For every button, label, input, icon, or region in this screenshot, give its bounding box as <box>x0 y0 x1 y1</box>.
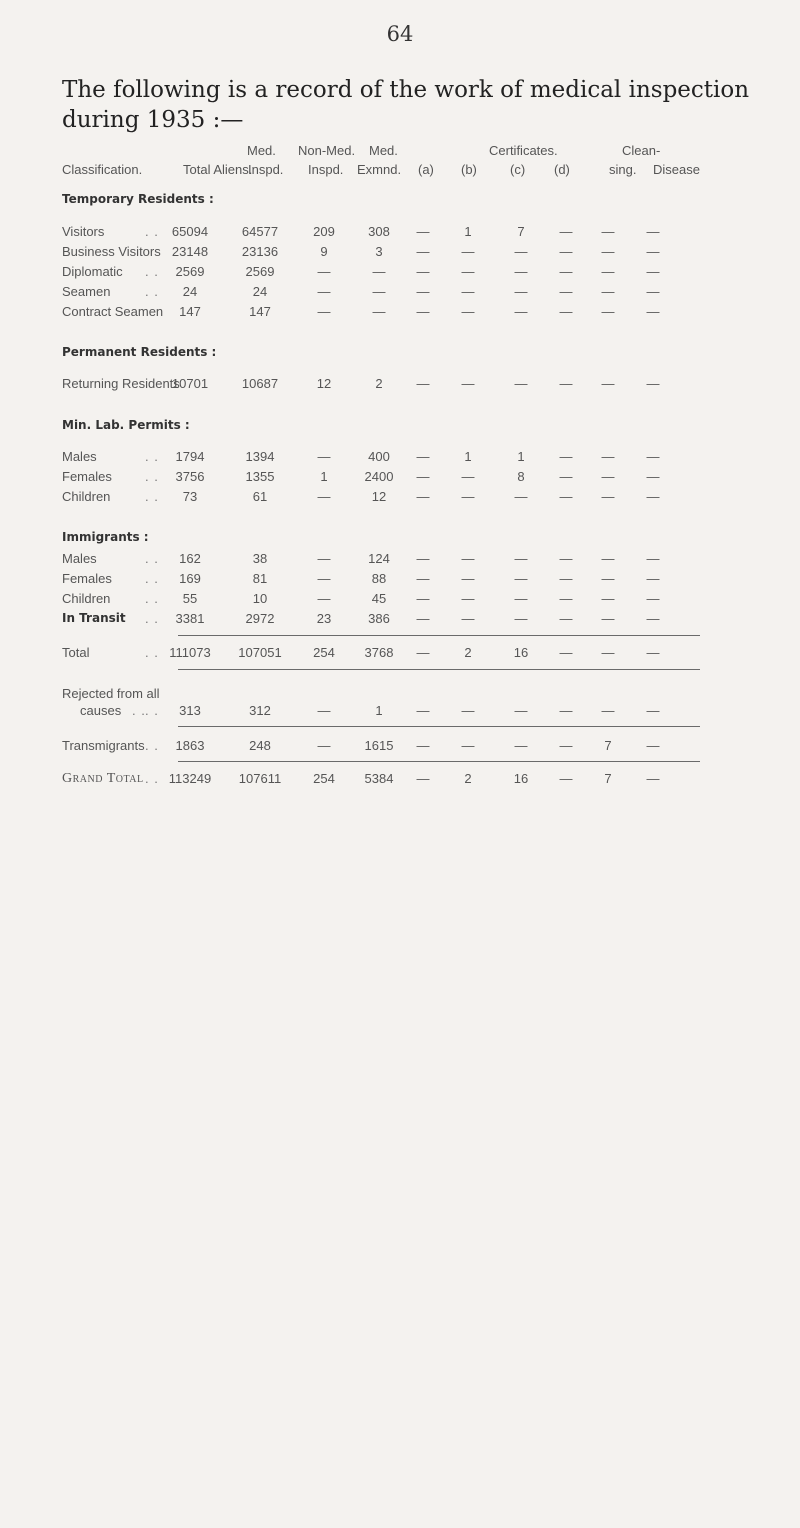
row-label: Returning Residents <box>62 376 180 391</box>
cell-b: — <box>461 571 475 586</box>
cell-a: — <box>416 551 430 566</box>
table-row-returning-residents <box>0 376 800 396</box>
cell-exmnd: 400 <box>368 449 390 464</box>
cell-nonmed-inspd: 9 <box>320 244 328 259</box>
cell-med-inspd: 248 <box>249 738 271 753</box>
header-exmnd: Exmnd. <box>357 162 402 177</box>
cell-b: 2 <box>464 771 472 786</box>
cell-cleansing: 7 <box>604 771 612 786</box>
cell-d: — <box>559 264 573 279</box>
table-row-immigrants-males <box>0 551 800 571</box>
divider <box>178 761 700 762</box>
cell-b: — <box>461 738 475 753</box>
divider <box>178 669 700 670</box>
header-sing: sing. <box>609 162 637 177</box>
divider <box>178 635 700 636</box>
table-row-grand-total <box>0 771 800 791</box>
cell-total: 55 <box>182 591 198 606</box>
cell-total: 147 <box>179 304 201 319</box>
leader-dots: . . <box>145 645 159 660</box>
cell-cleansing: — <box>601 284 615 299</box>
cell-exmnd: 12 <box>371 489 387 504</box>
leader-dots: . . <box>132 703 146 718</box>
cell-disease: — <box>646 284 660 299</box>
cell-c: — <box>514 284 528 299</box>
cell-cleansing: — <box>601 551 615 566</box>
cell-disease: — <box>646 551 660 566</box>
cell-exmnd: 5384 <box>364 771 394 786</box>
cell-med-inspd: 10687 <box>241 376 279 391</box>
cell-d: — <box>559 376 573 391</box>
cell-nonmed-inspd: — <box>317 284 331 299</box>
cell-med-inspd: 147 <box>249 304 271 319</box>
cell-cleansing: — <box>601 244 615 259</box>
cell-d: — <box>559 489 573 504</box>
cell-b: — <box>461 244 475 259</box>
cell-a: — <box>416 645 430 660</box>
cell-a: — <box>416 376 430 391</box>
table-row-in-transit <box>0 611 800 631</box>
cell-cleansing: — <box>601 489 615 504</box>
cell-nonmed-inspd: 12 <box>316 376 332 391</box>
cell-total: 1863 <box>175 738 205 753</box>
cell-med-inspd: 23136 <box>241 244 279 259</box>
cell-total: 169 <box>179 571 201 586</box>
cell-d: — <box>559 469 573 484</box>
cell-c: 1 <box>517 449 525 464</box>
row-label: Children <box>62 489 111 504</box>
header-nonmed-inspd: Inspd. <box>308 162 344 177</box>
cell-med-inspd: 107051 <box>238 645 282 660</box>
cell-total: 2569 <box>175 264 205 279</box>
header-certificates: Certificates. <box>489 143 558 158</box>
cell-c: — <box>514 264 528 279</box>
cell-d: — <box>559 244 573 259</box>
header-d: (d) <box>554 162 570 177</box>
cell-disease: — <box>646 469 660 484</box>
leader-dots: . . <box>145 738 159 753</box>
cell-cleansing: 7 <box>604 738 612 753</box>
cell-med-inspd: 1355 <box>245 469 275 484</box>
row-label: Females <box>62 571 112 586</box>
cell-exmnd: 124 <box>368 551 390 566</box>
cell-c: — <box>514 703 528 718</box>
cell-c: 16 <box>513 645 529 660</box>
cell-b: 1 <box>464 224 472 239</box>
cell-total: 73 <box>182 489 198 504</box>
cell-b: — <box>461 551 475 566</box>
cell-nonmed-inspd: 23 <box>316 611 332 626</box>
intro-text: The following is a record of the work of medical inspection during 1935 :— <box>62 77 750 133</box>
cell-nonmed-inspd: — <box>317 551 331 566</box>
cell-exmnd: 3768 <box>364 645 394 660</box>
cell-b: — <box>461 284 475 299</box>
cell-d: — <box>559 571 573 586</box>
leader-dots: . . <box>145 551 159 566</box>
cell-nonmed-inspd: — <box>317 703 331 718</box>
cell-b: 2 <box>464 645 472 660</box>
leader-dots: . . <box>145 611 159 626</box>
cell-disease: — <box>646 611 660 626</box>
cell-b: — <box>461 489 475 504</box>
cell-total: 65094 <box>171 224 209 239</box>
cell-d: — <box>559 738 573 753</box>
cell-nonmed-inspd: — <box>317 449 331 464</box>
cell-d: — <box>559 645 573 660</box>
cell-a: — <box>416 771 430 786</box>
cell-c: — <box>514 738 528 753</box>
row-label: Grand Total <box>62 771 144 786</box>
header-classification: Classification. <box>62 162 143 177</box>
header-a: (a) <box>418 162 434 177</box>
table-row-rejected <box>0 703 800 723</box>
table-row-contract-seamen <box>0 304 800 324</box>
cell-nonmed-inspd: 254 <box>313 645 335 660</box>
cell-cleansing: — <box>601 611 615 626</box>
row-label: In Transit <box>62 611 126 625</box>
row-label: Diplomatic <box>62 264 123 279</box>
cell-exmnd: 1 <box>375 703 383 718</box>
cell-med-inspd: 38 <box>252 551 268 566</box>
cell-d: — <box>559 284 573 299</box>
cell-exmnd: 2400 <box>364 469 394 484</box>
cell-med-inspd: 81 <box>252 571 268 586</box>
cell-cleansing: — <box>601 645 615 660</box>
cell-disease: — <box>646 304 660 319</box>
cell-b: — <box>461 376 475 391</box>
cell-cleansing: — <box>601 571 615 586</box>
cell-total: 3756 <box>175 469 205 484</box>
cell-d: — <box>559 703 573 718</box>
header-clean-top: Clean- <box>622 143 661 158</box>
leader-dots: . . <box>145 469 159 484</box>
row-label: Females <box>62 469 112 484</box>
cell-disease: — <box>646 591 660 606</box>
cell-total: 1794 <box>175 449 205 464</box>
cell-a: — <box>416 449 430 464</box>
header-med-inspd: Inspd. <box>248 162 284 177</box>
cell-b: — <box>461 703 475 718</box>
cell-cleansing: — <box>601 449 615 464</box>
row-label: Rejected from all <box>62 686 160 701</box>
cell-nonmed-inspd: — <box>317 264 331 279</box>
leader-dots: . . <box>145 224 159 239</box>
cell-c: — <box>514 611 528 626</box>
cell-med-inspd: 312 <box>249 703 271 718</box>
cell-exmnd: 308 <box>368 224 390 239</box>
header-med2-top: Med. <box>369 143 398 158</box>
cell-a: — <box>416 611 430 626</box>
cell-c: — <box>514 571 528 586</box>
cell-exmnd: 386 <box>368 611 390 626</box>
cell-med-inspd: 2972 <box>245 611 275 626</box>
cell-total: 111073 <box>169 645 211 660</box>
header-total-aliens: Total Aliens. <box>183 162 253 177</box>
cell-total: 10701 <box>171 376 209 391</box>
cell-a: — <box>416 469 430 484</box>
cell-med-inspd: 61 <box>252 489 268 504</box>
cell-nonmed-inspd: — <box>317 571 331 586</box>
cell-cleansing: — <box>601 304 615 319</box>
cell-c: 16 <box>513 771 529 786</box>
cell-nonmed-inspd: 209 <box>313 224 335 239</box>
cell-nonmed-inspd: — <box>317 591 331 606</box>
cell-d: — <box>559 224 573 239</box>
header-b: (b) <box>461 162 477 177</box>
cell-a: — <box>416 591 430 606</box>
cell-total: 162 <box>179 551 201 566</box>
cell-med-inspd: 107611 <box>238 771 282 786</box>
leader-dots: . . <box>145 771 159 786</box>
leader-dots: . . <box>145 571 159 586</box>
table-row-immigrants-females <box>0 571 800 591</box>
cell-nonmed-inspd: 1 <box>320 469 328 484</box>
row-label: Males <box>62 551 97 566</box>
cell-disease: — <box>646 771 660 786</box>
cell-c: 7 <box>517 224 525 239</box>
cell-disease: — <box>646 449 660 464</box>
cell-total: 24 <box>182 284 198 299</box>
table-row-permits-children <box>0 489 800 509</box>
cell-b: — <box>461 611 475 626</box>
cell-d: — <box>559 611 573 626</box>
cell-cleansing: — <box>601 376 615 391</box>
cell-total: 23148 <box>171 244 209 259</box>
leader-dots: . . <box>145 284 159 299</box>
leader-dots: . . <box>145 449 159 464</box>
row-label: Transmigrants <box>62 738 145 753</box>
cell-b: — <box>461 264 475 279</box>
cell-a: — <box>416 738 430 753</box>
header-med-top: Med. <box>247 143 276 158</box>
section-permanent-residents: Permanent Residents : <box>62 345 217 359</box>
leader-dots: . . <box>145 489 159 504</box>
cell-exmnd: 1615 <box>364 738 394 753</box>
row-label: Business Visitors <box>62 244 161 259</box>
cell-a: — <box>416 489 430 504</box>
cell-a: — <box>416 703 430 718</box>
table-row-immigrants-children <box>0 591 800 611</box>
cell-exmnd: — <box>372 304 386 319</box>
cell-nonmed-inspd: — <box>317 738 331 753</box>
cell-med-inspd: 2569 <box>245 264 275 279</box>
cell-disease: — <box>646 703 660 718</box>
cell-disease: — <box>646 264 660 279</box>
cell-disease: — <box>646 571 660 586</box>
cell-exmnd: — <box>372 284 386 299</box>
cell-disease: — <box>646 489 660 504</box>
cell-d: — <box>559 771 573 786</box>
cell-exmnd: 3 <box>375 244 383 259</box>
cell-nonmed-inspd: — <box>317 489 331 504</box>
row-label: Contract Seamen <box>62 304 164 319</box>
cell-d: — <box>559 449 573 464</box>
cell-nonmed-inspd: — <box>317 304 331 319</box>
leader-dots: . . <box>145 591 159 606</box>
cell-med-inspd: 10 <box>252 591 268 606</box>
table-row-total <box>0 645 800 665</box>
row-label: Visitors <box>62 224 105 239</box>
cell-a: — <box>416 284 430 299</box>
cell-med-inspd: 1394 <box>245 449 275 464</box>
cell-c: — <box>514 244 528 259</box>
cell-cleansing: — <box>601 264 615 279</box>
table-row-transmigrants <box>0 738 800 758</box>
cell-disease: — <box>646 224 660 239</box>
cell-b: — <box>461 469 475 484</box>
cell-c: — <box>514 551 528 566</box>
cell-total: 113249 <box>168 771 212 786</box>
cell-cleansing: — <box>601 591 615 606</box>
row-label: Seamen <box>62 284 111 299</box>
cell-b: — <box>461 304 475 319</box>
header-disease: Disease <box>653 162 700 177</box>
cell-exmnd: 2 <box>375 376 383 391</box>
row-label-continued: causes <box>80 703 122 718</box>
cell-disease: — <box>646 645 660 660</box>
cell-b: 1 <box>464 449 472 464</box>
cell-a: — <box>416 244 430 259</box>
cell-exmnd: 88 <box>371 571 387 586</box>
cell-disease: — <box>646 244 660 259</box>
leader-dots: . . <box>145 703 159 718</box>
row-label: Children <box>62 591 111 606</box>
cell-c: — <box>514 489 528 504</box>
cell-c: — <box>514 376 528 391</box>
cell-d: — <box>559 551 573 566</box>
cell-cleansing: — <box>601 224 615 239</box>
cell-exmnd: 45 <box>371 591 387 606</box>
table-row-visitors <box>0 224 800 244</box>
cell-cleansing: — <box>601 469 615 484</box>
cell-d: — <box>559 304 573 319</box>
cell-a: — <box>416 304 430 319</box>
cell-cleansing: — <box>601 703 615 718</box>
cell-c: 8 <box>517 469 525 484</box>
section-temporary-residents: Temporary Residents : <box>62 192 214 206</box>
cell-b: — <box>461 591 475 606</box>
cell-exmnd: — <box>372 264 386 279</box>
header-c: (c) <box>510 162 526 177</box>
table-row-permits-males <box>0 449 800 469</box>
cell-med-inspd: 64577 <box>241 224 279 239</box>
cell-med-inspd: 24 <box>252 284 268 299</box>
table-row-permits-females <box>0 469 800 489</box>
table-row-business-visitors <box>0 244 800 264</box>
row-label: Males <box>62 449 97 464</box>
cell-disease: — <box>646 376 660 391</box>
cell-a: — <box>416 224 430 239</box>
cell-nonmed-inspd: 254 <box>313 771 335 786</box>
section-min-lab-permits: Min. Lab. Permits : <box>62 418 190 432</box>
cell-d: — <box>559 591 573 606</box>
cell-disease: — <box>646 738 660 753</box>
divider <box>178 726 700 727</box>
cell-a: — <box>416 264 430 279</box>
cell-c: — <box>514 304 528 319</box>
page-number: 64 <box>386 22 414 46</box>
cell-total: 313 <box>179 703 201 718</box>
header-nonmed-top: Non-Med. <box>298 143 356 158</box>
cell-a: — <box>416 571 430 586</box>
section-immigrants: Immigrants : <box>62 530 149 544</box>
leader-dots: . . <box>145 264 159 279</box>
row-label: Total <box>62 645 90 660</box>
cell-c: — <box>514 591 528 606</box>
table-row-diplomatic <box>0 264 800 284</box>
table-row-seamen <box>0 284 800 304</box>
cell-total: 3381 <box>175 611 205 626</box>
